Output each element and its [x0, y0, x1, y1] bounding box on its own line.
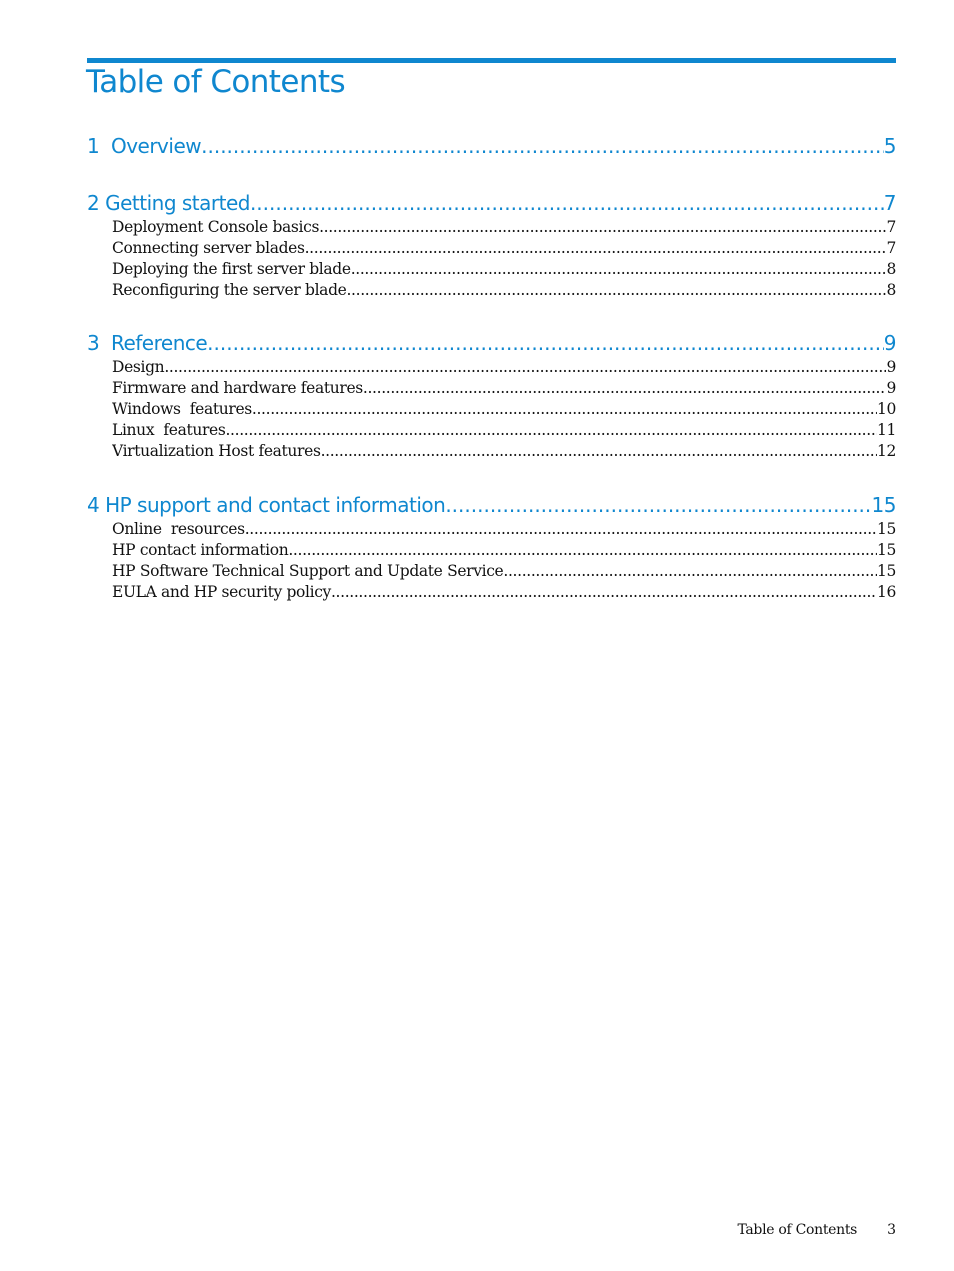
dot-leader [288, 540, 877, 561]
section-entry[interactable] [112, 280, 896, 301]
section-list [112, 519, 896, 603]
section-title: Virtualization Host features [112, 442, 321, 460]
dot-leader [363, 378, 887, 399]
dot-leader [225, 420, 877, 441]
chapter-entry[interactable] [87, 132, 896, 160]
dot-leader [250, 189, 884, 217]
section-entry[interactable] [112, 441, 896, 462]
dot-leader [305, 238, 887, 259]
section-entry[interactable] [112, 540, 896, 561]
dot-leader [201, 132, 884, 160]
section-list [112, 357, 896, 462]
section-title: Connecting server blades [112, 239, 305, 257]
dot-leader [321, 441, 877, 462]
section-title: Online resources [112, 520, 245, 538]
chapter-page-number: 5 [883, 134, 896, 158]
section-page-number: 16 [876, 583, 896, 601]
chapter-entry[interactable] [87, 189, 896, 217]
section-title: HP Software Technical Support and Update Service [112, 562, 504, 580]
chapter-1 [87, 132, 896, 160]
section-entry[interactable] [112, 582, 896, 603]
chapter-page-number: 9 [883, 331, 896, 355]
dot-leader [331, 582, 877, 603]
chapter-entry[interactable] [87, 491, 896, 519]
section-title: Deploying the first server blade [112, 260, 351, 278]
footer-page-number: 3 [887, 1222, 896, 1238]
dot-leader [319, 217, 886, 238]
dot-leader [445, 491, 871, 519]
chapter-entry[interactable] [87, 329, 896, 357]
section-page-number: 8 [886, 281, 896, 299]
dot-leader [245, 519, 877, 540]
section-page-number: 8 [886, 260, 896, 278]
header-rule [87, 58, 896, 63]
page-footer [737, 1222, 896, 1238]
section-title: Windows features [112, 400, 252, 418]
section-entry[interactable] [112, 238, 896, 259]
dot-leader [252, 399, 877, 420]
section-entry[interactable] [112, 259, 896, 280]
section-entry[interactable] [112, 420, 896, 441]
chapter-label: 4 HP support and contact information [87, 493, 446, 517]
dot-leader [207, 329, 884, 357]
section-page-number: 10 [876, 400, 896, 418]
chapter-label: 3 Reference [87, 331, 208, 355]
section-title: EULA and HP security policy [112, 583, 331, 601]
section-title: Deployment Console basics [112, 218, 320, 236]
page-title: Table of Contents [86, 64, 345, 100]
section-page-number: 12 [876, 442, 896, 460]
chapter-2 [87, 189, 896, 301]
section-page-number: 15 [876, 541, 896, 559]
section-page-number: 9 [886, 358, 896, 376]
section-entry[interactable] [112, 399, 896, 420]
section-page-number: 7 [886, 239, 896, 257]
chapter-3 [87, 329, 896, 462]
section-page-number: 9 [886, 379, 896, 397]
section-entry[interactable] [112, 519, 896, 540]
chapter-label: 1 Overview [87, 134, 202, 158]
section-entry[interactable] [112, 357, 896, 378]
chapter-4 [87, 491, 896, 603]
dot-leader [503, 561, 877, 582]
section-page-number: 15 [876, 520, 896, 538]
chapter-page-number: 15 [871, 493, 896, 517]
section-page-number: 7 [886, 218, 896, 236]
dot-leader [346, 280, 886, 301]
chapter-page-number: 7 [883, 191, 896, 215]
section-title: HP contact information [112, 541, 289, 559]
section-title: Design [112, 358, 165, 376]
section-page-number: 15 [876, 562, 896, 580]
section-entry[interactable] [112, 561, 896, 582]
section-title: Firmware and hardware features [112, 379, 363, 397]
section-entry[interactable] [112, 217, 896, 238]
section-page-number: 11 [876, 421, 896, 439]
dot-leader [351, 259, 887, 280]
footer-label: Table of Contents [737, 1222, 858, 1238]
section-title: Linux features [112, 421, 226, 439]
chapter-label: 2 Getting started [87, 191, 250, 215]
section-list [112, 217, 896, 301]
dot-leader [164, 357, 886, 378]
section-entry[interactable] [112, 378, 896, 399]
section-title: Reconfiguring the server blade [112, 281, 347, 299]
